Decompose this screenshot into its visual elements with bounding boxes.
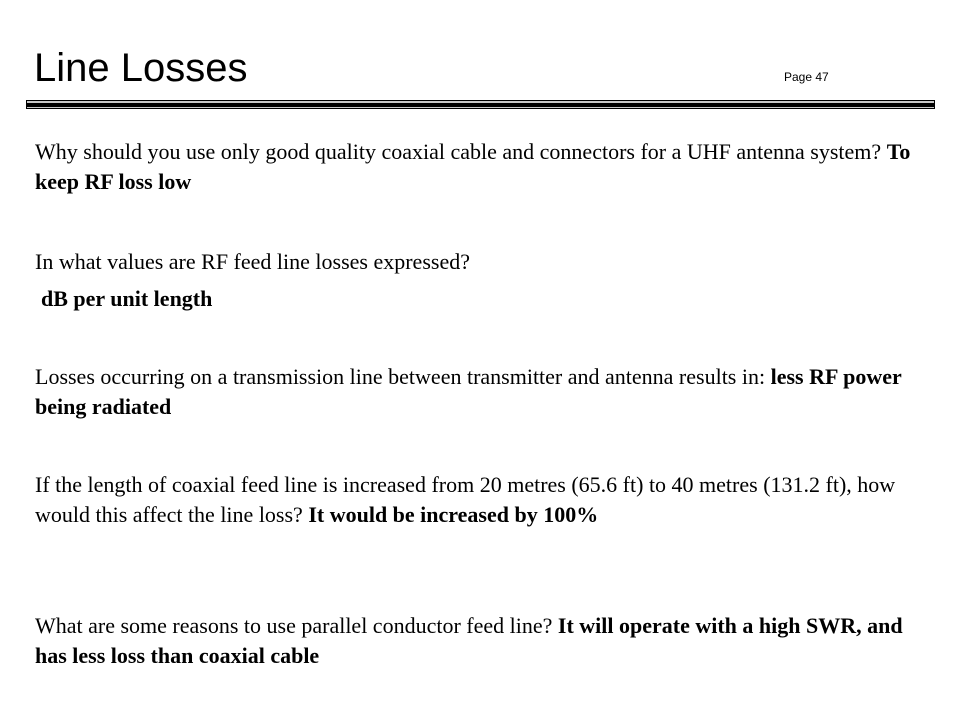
answer-text: It would be increased by 100% [308,502,599,527]
qa-item-coax-quality [35,137,935,197]
slide-title: Line Losses [34,46,248,90]
question-text: If the length of coaxial feed line is increased from 20 metres (65.6 ft) to 40 metres (131.2 ft), how would this affect the line loss? [35,472,896,527]
qa-text [35,137,935,197]
qa-item-loss-effect [35,362,935,422]
question-text: In what values are RF feed line losses expressed? [35,249,470,274]
qa-text [35,362,935,422]
qa-item-length-increase [35,470,935,530]
qa-item-parallel-feedline [35,611,935,671]
qa-text [35,470,935,530]
question-text: Why should you use only good quality coaxial cable and connectors for a UHF antenna system? [35,139,887,164]
answer-text: less RF power being radiated [35,364,902,419]
page-number: Page 47 [784,70,829,84]
question-text: What are some reasons to use parallel conductor feed line? [35,613,558,638]
title-divider [26,100,935,109]
answer-text: It will operate with a high SWR, and has less loss than coaxial cable [35,613,903,668]
qa-item-loss-units [35,247,935,314]
answer-text: To keep RF loss low [35,139,911,194]
answer-text: dB per unit length [41,286,213,311]
qa-text [35,611,935,671]
question-text: Losses occurring on a transmission line between transmitter and antenna results in: [35,364,771,389]
